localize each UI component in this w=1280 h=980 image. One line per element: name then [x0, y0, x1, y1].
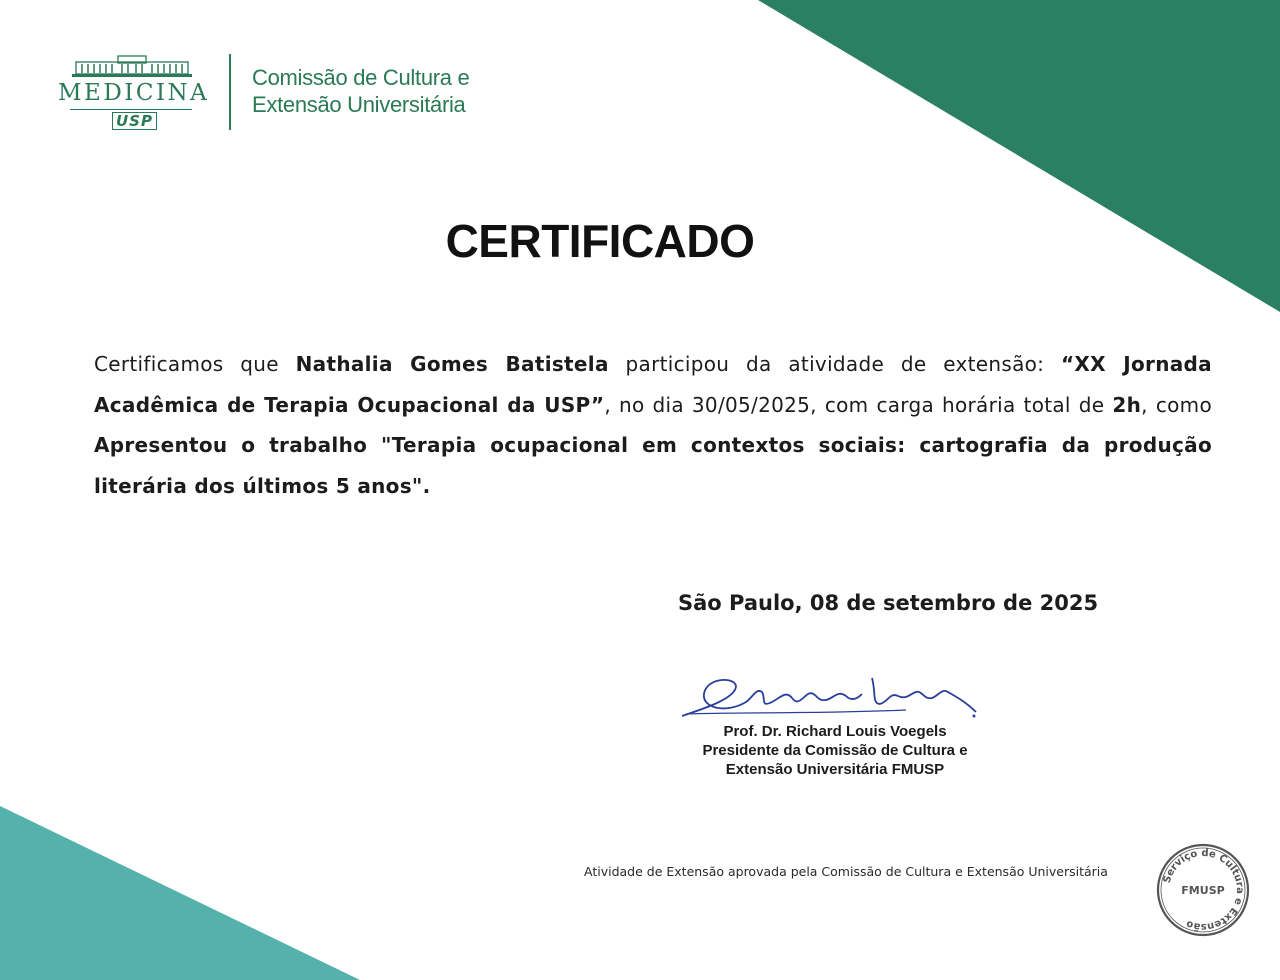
building-icon: [72, 54, 192, 78]
org-name: [252, 64, 469, 118]
logo-rule: [70, 109, 192, 110]
signer-name: Prof. Dr. Richard Louis Voegels: [723, 723, 947, 740]
logo-medicina-text: MEDICINA: [58, 80, 210, 106]
event-name: “XX Jornada Acadêmica de Terapia Ocupacional da USP”: [94, 352, 1212, 417]
stamp-center-text: FMUSP: [1181, 884, 1225, 897]
official-stamp: [1155, 842, 1251, 938]
certificate-body: [94, 344, 1212, 506]
body-date-hours: , no dia 30/05/2025, com carga horária total de: [604, 392, 1105, 417]
org-name-line1: Comissão de Cultura e: [252, 65, 470, 90]
body-intro: Certificamos que: [94, 352, 279, 376]
logo-usp-text: USP: [112, 112, 157, 130]
signer-block: [660, 722, 1010, 779]
signer-role-line1: Presidente da Comissão de Cultura e: [702, 742, 968, 759]
stamp-ring-text: Serviço de Cultura e Extensão: [1161, 847, 1246, 933]
participation-role: Apresentou o trabalho "Terapia ocupacional em contextos sociais: cartografia da produção literária dos últimos 5 anos".: [94, 433, 1212, 498]
body-participation: participou da atividade de extensão:: [625, 352, 1045, 376]
signer-role-line2: Extensão Universitária FMUSP: [725, 761, 945, 778]
approval-note: Atividade de Extensão aprovada pela Comissão de Cultura e Extensão Universitária: [584, 864, 1108, 879]
institution-logo: [56, 54, 476, 134]
bottom-left-teal-triangle: [0, 806, 360, 980]
recipient-name: Nathalia Gomes Batistela: [295, 352, 609, 376]
body-as: , como: [1141, 392, 1212, 417]
signature-image: [676, 668, 986, 728]
logo-divider: [229, 54, 231, 130]
certificate-title: CERTIFICADO: [445, 215, 755, 267]
org-name-line2: Extensão Universitária: [252, 92, 466, 117]
hours-value: 2h: [1112, 392, 1142, 417]
issue-date: São Paulo, 08 de setembro de 2025: [678, 591, 1099, 615]
